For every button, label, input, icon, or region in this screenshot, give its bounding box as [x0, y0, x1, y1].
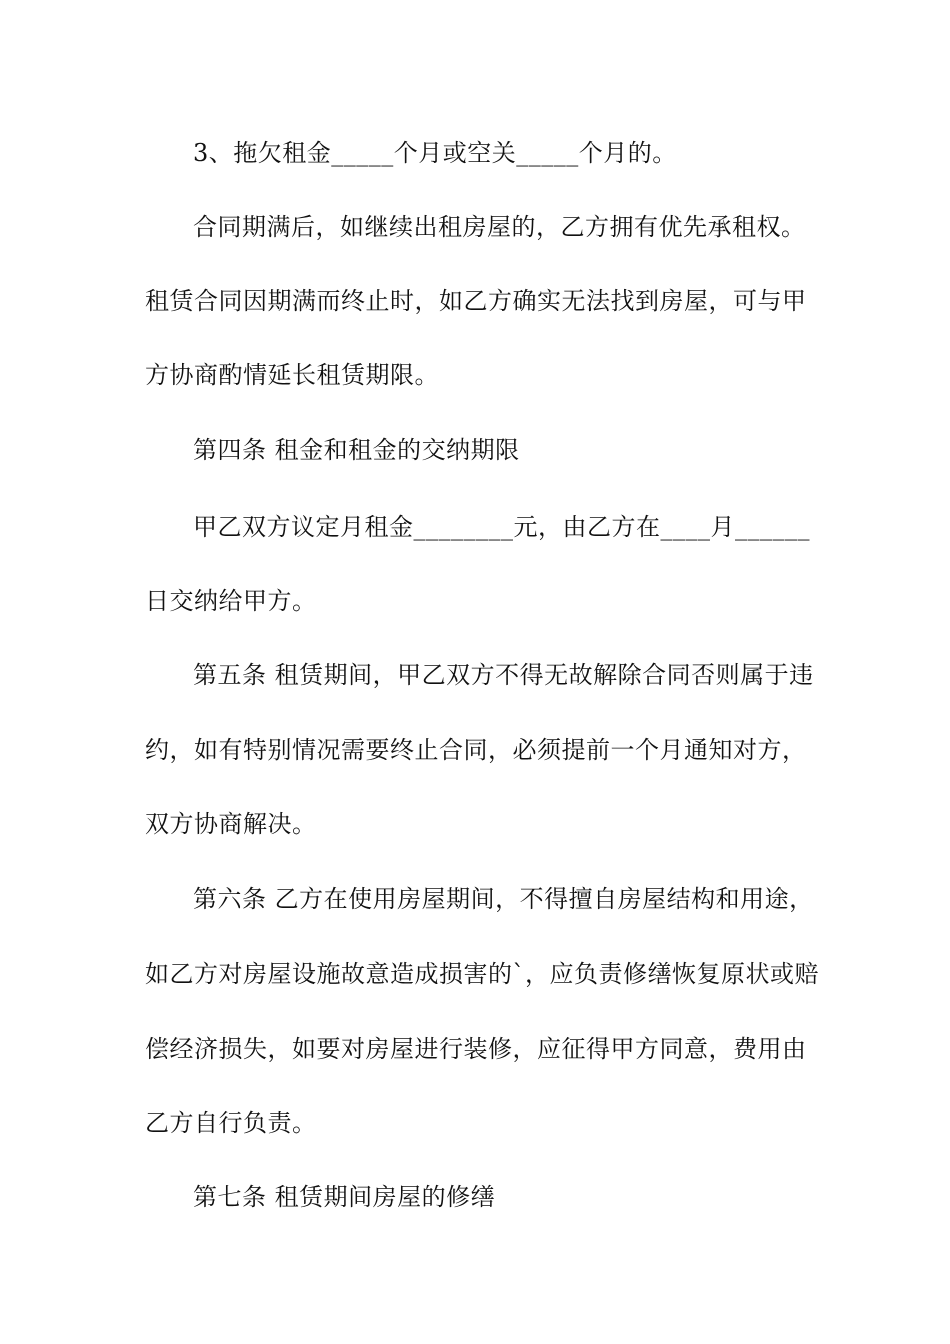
text-line-rent-payment: 日交纳给甲方。	[145, 587, 317, 615]
text-line-lease-termination: 租赁合同因期满而终止时，如乙方确实无法找到房屋，可与甲	[145, 287, 807, 315]
article-6-heading: 第六条 乙方在使用房屋期间，不得擅自房屋结构和用途，	[193, 885, 814, 913]
article-4-heading: 第四条 租金和租金的交纳期限	[193, 436, 520, 464]
text-line-self-responsibility: 乙方自行负责。	[145, 1109, 317, 1137]
text-line-renovation: 偿经济损失，如要对房屋进行装修，应征得甲方同意，费用由	[145, 1035, 807, 1063]
text-line-renewal-priority: 合同期满后，如继续出租房屋的，乙方拥有优先承租权。	[193, 213, 806, 241]
text-line-termination-notice: 约，如有特别情况需要终止合同，必须提前一个月通知对方，	[145, 736, 807, 764]
text-line-clause-3: 3、拖欠租金_____个月或空关_____个月的。	[193, 139, 677, 167]
text-line-monthly-rent: 甲乙双方议定月租金________元，由乙方在____月______	[193, 513, 810, 541]
text-line-lease-extension: 方协商酌情延长租赁期限。	[145, 361, 439, 389]
text-line-damage-repair: 如乙方对房屋设施故意造成损害的`，应负责修缮恢复原状或赔	[145, 960, 819, 988]
article-5-heading: 第五条 租赁期间，甲乙双方不得无故解除合同否则属于违	[193, 661, 814, 689]
article-7-heading: 第七条 租赁期间房屋的修缮	[193, 1183, 496, 1211]
text-line-negotiation: 双方协商解决。	[145, 810, 317, 838]
